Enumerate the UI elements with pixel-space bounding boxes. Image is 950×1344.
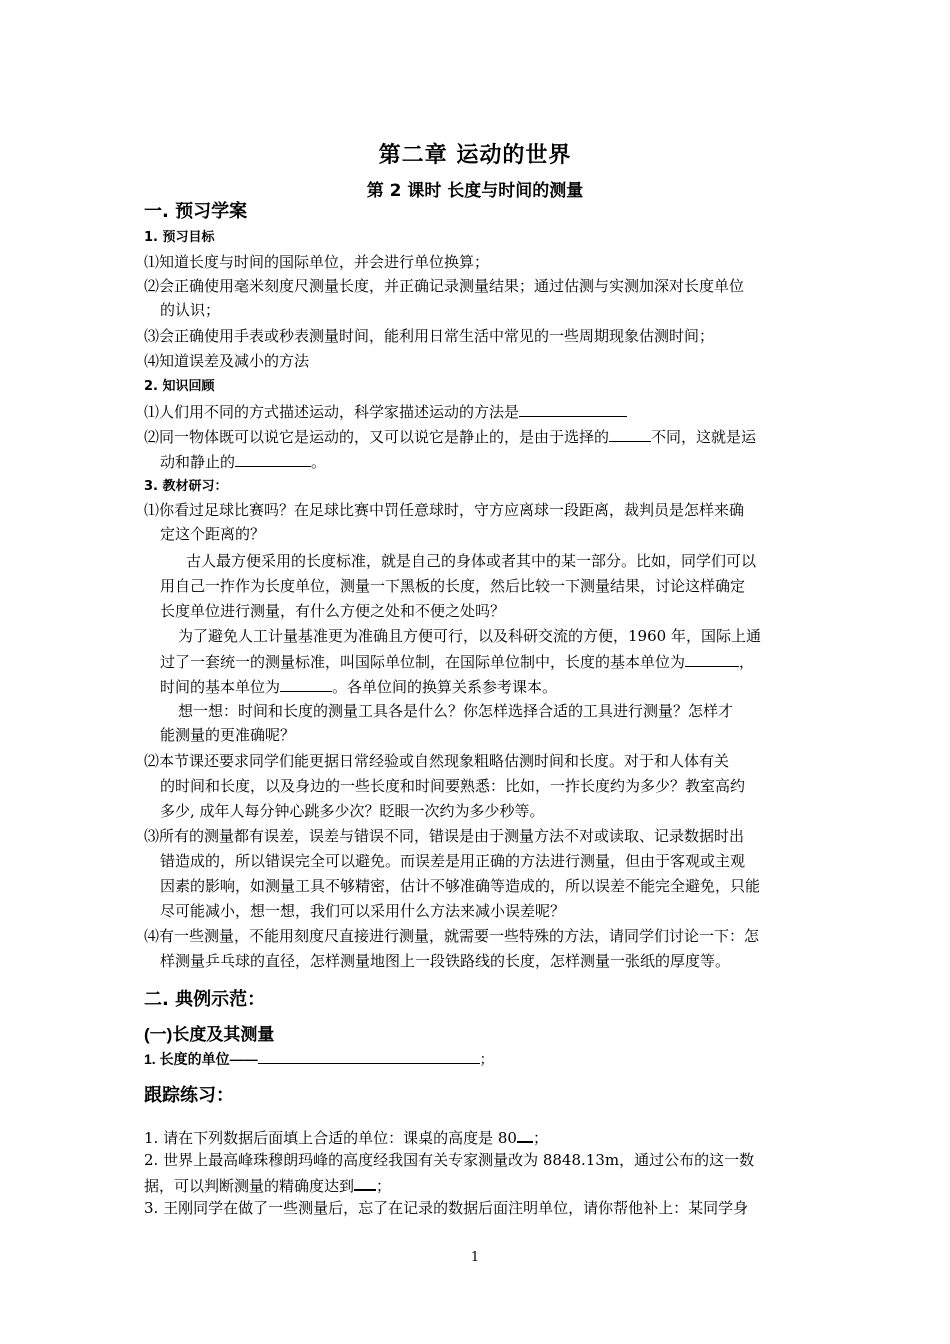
goal-2-cont: 的认识； bbox=[160, 301, 221, 319]
study-p3b-text: 过了一套统一的测量标准，叫国际单位制，在国际单位制中，长度的基本单位为 bbox=[160, 653, 686, 671]
review-2 bbox=[144, 426, 756, 447]
practice-q1 bbox=[144, 1126, 548, 1148]
preview-goals-label: 1. 预习目标 bbox=[144, 230, 215, 245]
study-p3a: 为了避免人工计量基准更为准确且方便可行，以及科研交流的方便，1960 年，国际上通 bbox=[178, 627, 761, 645]
page-number: 1 bbox=[470, 1250, 480, 1265]
study-p7a: ⑷有一些测量，不能用刻度尺直接进行测量，就需要一些特殊的方法，请同学们讨论一下：怎 bbox=[144, 927, 760, 945]
study-p4a: 想一想：时间和长度的测量工具各是什么？你怎样选择合适的工具进行测量？怎样才 bbox=[178, 702, 734, 720]
lesson-title: 第 2 课时 长度与时间的测量 bbox=[366, 181, 584, 201]
goal-3: ⑶会正确使用手表或秒表测量时间，能利用日常生活中常见的一些周期现象估测时间； bbox=[144, 327, 715, 345]
study-p7b: 样测量乒乓球的直径，怎样测量地图上一段铁路线的长度，怎样测量一张纸的厚度等。 bbox=[160, 952, 731, 970]
section2-heading: 二. 典例示范： bbox=[144, 989, 266, 1010]
practice-q2-end: ； bbox=[376, 1177, 392, 1195]
blank-method[interactable] bbox=[519, 401, 627, 417]
goal-1: ⑴知道长度与时间的国际单位，并会进行单位换算； bbox=[144, 253, 490, 271]
study-p2b: 用自己一拃作为长度单位，测量一下黑板的长度，然后比较一下测量结果，讨论这样确定 bbox=[160, 577, 746, 595]
study-p2c: 长度单位进行测量，有什么方便之处和不便之处吗？ bbox=[160, 602, 506, 620]
section1-heading: 一. 预习学案 bbox=[144, 201, 248, 222]
goal-2: ⑵会正确使用毫米刻度尺测量长度，并正确记录测量结果；通过估测与实测加深对长度单位 bbox=[144, 277, 745, 295]
item-1 bbox=[144, 1048, 494, 1069]
blank-time-unit[interactable] bbox=[280, 676, 332, 692]
study-p4b: 能测量的更准确呢？ bbox=[160, 726, 296, 744]
study-p6c: 因素的影响，如测量工具不够精密，估计不够准确等造成的，所以误差不能完全避免，只能 bbox=[160, 877, 761, 895]
chapter-title: 第二章 运动的世界 bbox=[378, 143, 572, 168]
blank-precision[interactable] bbox=[354, 1174, 376, 1191]
practice-q1-text: 1. 请在下列数据后面填上合适的单位：课桌的高度是 80 bbox=[144, 1129, 517, 1147]
study-p6b: 错造成的，所以错误完全可以避免。而误差是用正确的方法进行测量，但由于客观或主观 bbox=[160, 852, 746, 870]
blank-relativity[interactable] bbox=[235, 451, 311, 467]
study-p3b-end: ， bbox=[739, 653, 755, 671]
study-p3c bbox=[160, 676, 557, 697]
practice-q3a: 3. 王刚同学在做了一些测量后，忘了在记录的数据后面注明单位，请你帮他补上：某同学身 bbox=[144, 1199, 749, 1217]
review-2-text-b: 不同，这就是运 bbox=[651, 428, 757, 446]
study-p2a: 古人最方便采用的长度标准，就是自己的身体或者其中的某一部分。比如，同学们可以 bbox=[186, 552, 757, 570]
study-p1a: ⑴你看过足球比赛吗？在足球比赛中罚任意球时，守方应离球一段距离，裁判员是怎样来确 bbox=[144, 501, 745, 519]
study-p3c-end: 。各单位间的换算关系参考课本。 bbox=[332, 678, 558, 696]
review-2-text-a: ⑵同一物体既可以说它是运动的，又可以说它是静止的，是由于选择的 bbox=[144, 428, 610, 446]
study-p3b bbox=[160, 651, 754, 672]
practice-q2b-text: 据，可以判断测量的精确度达到 bbox=[144, 1177, 355, 1195]
review-2-cont bbox=[160, 451, 326, 472]
practice-heading: 跟踪练习： bbox=[144, 1085, 234, 1106]
review-label: 2. 知识回顾 bbox=[144, 379, 215, 394]
study-p3c-text: 时间的基本单位为 bbox=[160, 678, 281, 696]
practice-q2a: 2. 世界上最高峰珠穆朗玛峰的高度经我国有关专家测量改为 8848.13m，通过公布的这一数 bbox=[144, 1151, 755, 1169]
blank-desk-height-unit[interactable] bbox=[517, 1126, 533, 1143]
study-label: 3. 教材研习： bbox=[144, 479, 228, 494]
practice-q2b bbox=[144, 1174, 391, 1196]
study-p5a: ⑵本节课还要求同学们能更据日常经验或自然现象粗略估测时间和长度。对于和人体有关 bbox=[144, 752, 730, 770]
review-1 bbox=[144, 401, 627, 422]
study-p5c: 多少, 成年人每分钟心跳多少次？眨眼一次约为多少秒等。 bbox=[160, 802, 545, 820]
study-p1b: 定这个距离的？ bbox=[160, 525, 266, 543]
study-p5b: 的时间和长度，以及身边的一些长度和时间要熟悉：比如，一拃长度约为多少？教室高约 bbox=[160, 777, 746, 795]
subsection-heading: (一)长度及其测量 bbox=[144, 1025, 275, 1044]
practice-q1-end: ； bbox=[532, 1129, 548, 1147]
item-1-end: ； bbox=[479, 1051, 494, 1067]
study-p6a: ⑶所有的测量都有误差，误差与错误不同，错误是由于测量方法不对或读取、记录数据时出 bbox=[144, 827, 745, 845]
goal-4: ⑷知道误差及减小的方法 bbox=[144, 352, 310, 370]
blank-length-unit[interactable] bbox=[685, 651, 739, 667]
blank-reference[interactable] bbox=[609, 426, 651, 442]
review-2-text-d: 。 bbox=[311, 453, 327, 471]
item-1-label: 1. 长度的单位—— bbox=[144, 1051, 258, 1067]
review-2-text-c: 动和静止的 bbox=[160, 453, 236, 471]
review-1-text: ⑴人们用不同的方式描述运动，科学家描述运动的方法是 bbox=[144, 403, 520, 421]
study-p6d: 尽可能减小，想一想，我们可以采用什么方法来减小误差呢？ bbox=[160, 902, 566, 920]
blank-length-units[interactable] bbox=[258, 1048, 480, 1064]
